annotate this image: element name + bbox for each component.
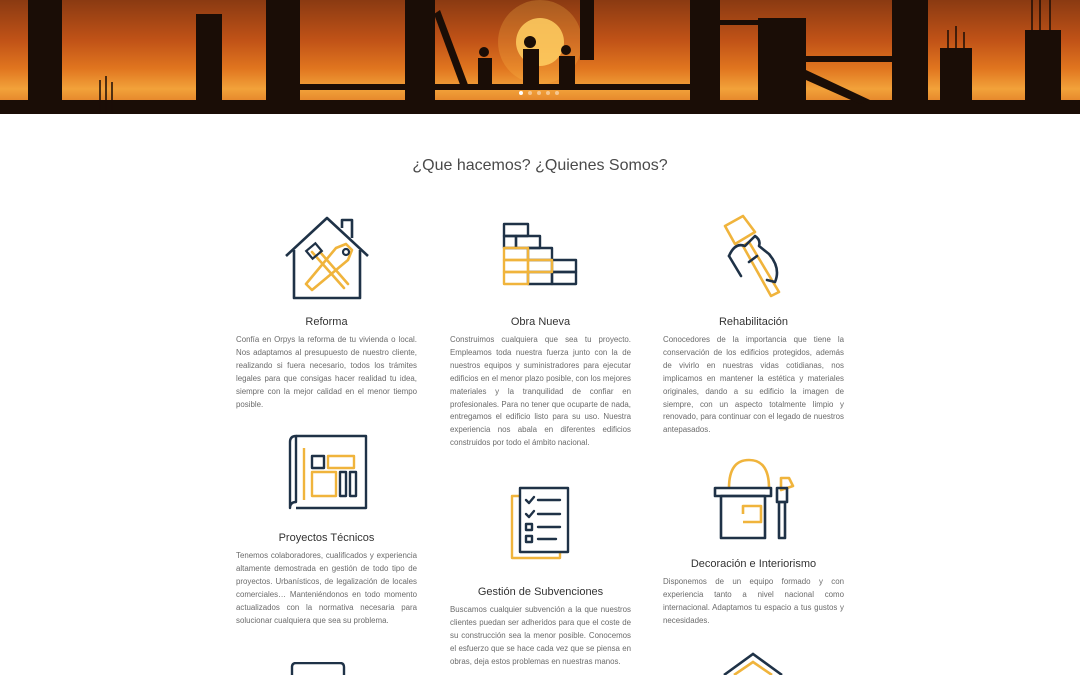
service-description: Disponemos de un equipo formado y con experiencia tanto a nivel nacional como internacional. Adaptamos tu espacio a tus gustos y necesidades. xyxy=(663,577,844,625)
paint-bucket-icon xyxy=(709,452,799,542)
service-proyectos-tecnicos xyxy=(236,430,417,627)
service-reforma xyxy=(236,212,417,411)
service-title: Obra Nueva xyxy=(510,316,571,328)
slider-dot-5[interactable] xyxy=(555,91,559,95)
partial-house-icon-row4-col3 xyxy=(722,652,784,675)
slider-dot-4[interactable] xyxy=(546,91,550,95)
hero-banner xyxy=(0,0,1080,114)
hammer-hand-icon xyxy=(709,212,799,302)
slider-dot-1[interactable] xyxy=(519,91,523,95)
service-description: Confía en Orpys la reforma de tu vivienda o local. Nos adaptamos al presupuesto de nuestro cliente, realizando si fuera necesario, todos los trámites legales para que consigas hacer realidad tu idea, siempre con la mejor calidad en el menor tiempo posible. xyxy=(236,335,417,409)
service-description: Tenemos colaboradores, cualificados y experiencia altamente demostrada en gestión de todo tipo de proyectos. Urbanísticos, de legalización de locales comerciales… Manteniéndonos en todo momento actualizados con la normativa necesaria para solucionar cualquiera que sea su problema. xyxy=(236,551,417,625)
section-title: ¿Que hacemos? ¿Quienes Somos? xyxy=(412,157,668,174)
partial-icon-row4-col1 xyxy=(290,662,346,675)
slider-pagination xyxy=(519,91,559,95)
service-decoracion-interiorismo xyxy=(663,452,844,628)
construction-silhouette-image xyxy=(0,0,1080,114)
service-title: Reforma xyxy=(305,316,348,328)
service-description: Buscamos cualquier subvención a la que nuestros clientes puedan ser adheridos para que el coste de su construcción sea la menor posible. Conocemos el esfuerzo que se hace cada vez que se piensa en obras, deja estos problemas en nuestras manos. xyxy=(450,605,631,666)
house-tools-icon xyxy=(282,212,372,302)
service-description: Construimos cualquiera que sea tu proyecto. Empleamos toda nuestra fuerza junto con la de nuestros equipos y suministradores para ejecutar edificios en el menor plazo posible, con los mejores materiales y la tranquilidad de confiar en profesionales. Para no tener que ocuparte de nada, entregamos el edificio listo para su uso. Nuestra experiencia nos abala en diferentes edificios construidos por todo el ámbito nacional. xyxy=(450,335,631,448)
service-obra-nueva xyxy=(450,212,631,450)
blueprint-icon xyxy=(282,430,372,516)
service-title: Rehabilitación xyxy=(718,316,789,328)
service-title: Proyectos Técnicos xyxy=(278,532,375,544)
slider-dot-3[interactable] xyxy=(537,91,541,95)
brick-wall-icon xyxy=(496,212,586,302)
slider-dot-2[interactable] xyxy=(528,91,532,95)
service-title: Decoración e Interiorismo xyxy=(690,558,817,570)
service-rehabilitacion xyxy=(663,212,844,437)
service-description: Conocedores de la importancia que tiene la conservación de los edificios protegidos, además de vivirlo en nuestras vidas cotidianas, nos implicamos en mantener la estética y materiales originales, dando a su edificio la imagen de siempre, con un aspecto totalmente limpio y renovado, para continuar con el legado de nuestros antepasados. xyxy=(663,335,844,435)
service-title: Gestión de Subvenciones xyxy=(477,586,604,598)
service-gestion-subvenciones xyxy=(450,482,631,669)
checklist-icon xyxy=(496,482,586,566)
